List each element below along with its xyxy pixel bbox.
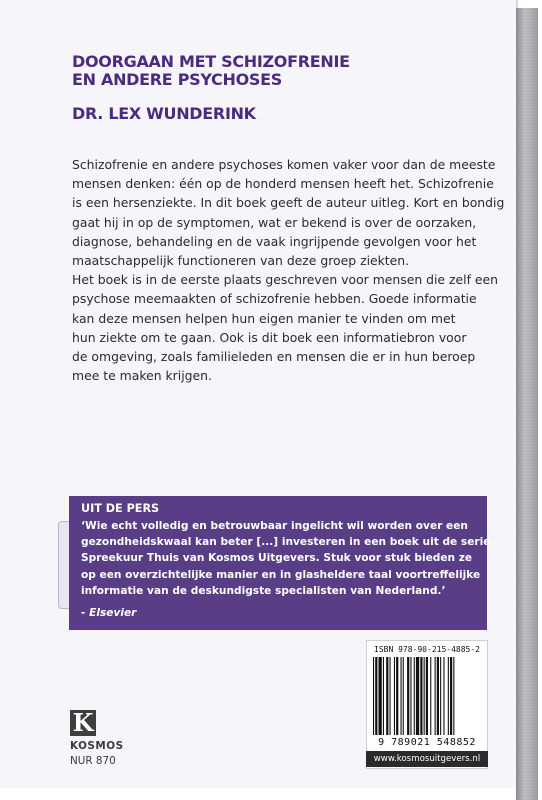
description-line: hun ziekte om te gaan. Ook is dit boek een informatiebron voor: [72, 329, 467, 345]
description-text: [72, 155, 505, 385]
book-author: DR. LEX WUNDERINK: [72, 104, 256, 123]
press-quote-line: informatie van de deskundigste specialisten van Nederland.’: [81, 584, 446, 597]
press-quote-line: gezondheidskwaal kan beter [...] investeren in een boek uit de serie: [81, 536, 491, 549]
barcode-bar: [424, 657, 425, 735]
description-line: mee te maken krijgen.: [72, 368, 212, 384]
description-line: is een hersenziekte. In dit boek geeft de auteur uitleg. Kort en bondig: [72, 195, 505, 211]
title-line: DOORGAAN MET SCHIZOFRENIE: [72, 52, 350, 71]
description-line: de omgeving, zoals familieleden en mensen die er in hun beroep: [72, 349, 476, 365]
description-line: gaat hij in op de symptomen, wat er bekend is over de oorzaken,: [72, 214, 477, 230]
publisher-name: KOSMOS: [70, 740, 124, 752]
barcode-bar: [390, 657, 391, 735]
barcode-bar: [448, 657, 449, 735]
barcode-bar: [394, 657, 395, 735]
barcode-bar: [440, 657, 441, 735]
barcode-bar: [430, 657, 431, 735]
barcode-bar: [410, 657, 411, 735]
barcode-bar: [403, 657, 404, 735]
title-line: EN ANDERE PSYCHOSES: [72, 70, 282, 89]
barcode-bar: [386, 657, 388, 735]
barcode-bar: [383, 657, 384, 735]
barcode-bar: [379, 657, 382, 735]
barcode-panel: [366, 640, 488, 769]
barcode-bar: [437, 657, 439, 735]
barcode-icon: [373, 657, 481, 737]
press-quote-box: [69, 496, 491, 630]
description-line: Schizofrenie en andere psychoses komen vaker voor dan de meeste: [72, 157, 496, 172]
description-line: maatschappelijk functioneren van deze groep ziekten.: [72, 253, 410, 269]
barcode-bar: [407, 657, 409, 735]
barcode-bar: [416, 657, 419, 735]
barcode-bar: [375, 657, 377, 735]
barcode-bar: [414, 657, 415, 735]
press-quote-line: op een overzichtelijke manier en in glasheldere taal voortreffelijke: [81, 568, 481, 581]
barcode-bar: [453, 657, 454, 735]
barcode-bar: [373, 657, 374, 735]
kosmos-logo: [70, 710, 96, 736]
barcode-bar: [401, 657, 402, 735]
description-line: Het boek is in de eerste plaats geschreven voor mensen die zelf een: [72, 272, 498, 288]
barcode-bar: [420, 657, 422, 735]
press-quote-line: Spreekuur Thuis van Kosmos Uitgevers. Stuk voor stuk bieden ze: [81, 552, 473, 565]
description-line: mensen denken: één op de honderd mensen heeft het. Schizofrenie: [72, 176, 494, 192]
barcode-digits: 9 789021 548852: [378, 737, 476, 748]
book-title: [72, 53, 350, 89]
description-line: diagnose, behandeling en de vaak ingrijpende gevolgen voor het: [72, 233, 477, 249]
barcode-bar: [426, 657, 428, 735]
press-quote: [81, 518, 491, 599]
isbn-number: ISBN 978-90-215-4885-2: [374, 645, 480, 654]
book-page-edge-lines: [518, 8, 536, 800]
press-source: - Elsevier: [81, 607, 137, 619]
press-quote-line: ‘Wie echt volledig en betrouwbaar ingelicht wil worden over een: [81, 520, 468, 532]
barcode-bar: [450, 657, 452, 735]
description-line: kan deze mensen helpen hun eigen manier te vinden om met: [72, 310, 456, 326]
nur-code: NUR 870: [70, 755, 116, 767]
kosmos-logo-mark: K: [72, 708, 94, 737]
press-heading: UIT DE PERS: [81, 502, 160, 515]
barcode-bar: [396, 657, 398, 735]
barcode-bar: [443, 657, 444, 735]
barcode-bar: [435, 657, 436, 735]
description-line: psychose meemaakten of schizofrenie hebben. Goede informatie: [72, 291, 477, 307]
publisher-website: www.kosmosuitgevers.nl: [366, 751, 488, 767]
